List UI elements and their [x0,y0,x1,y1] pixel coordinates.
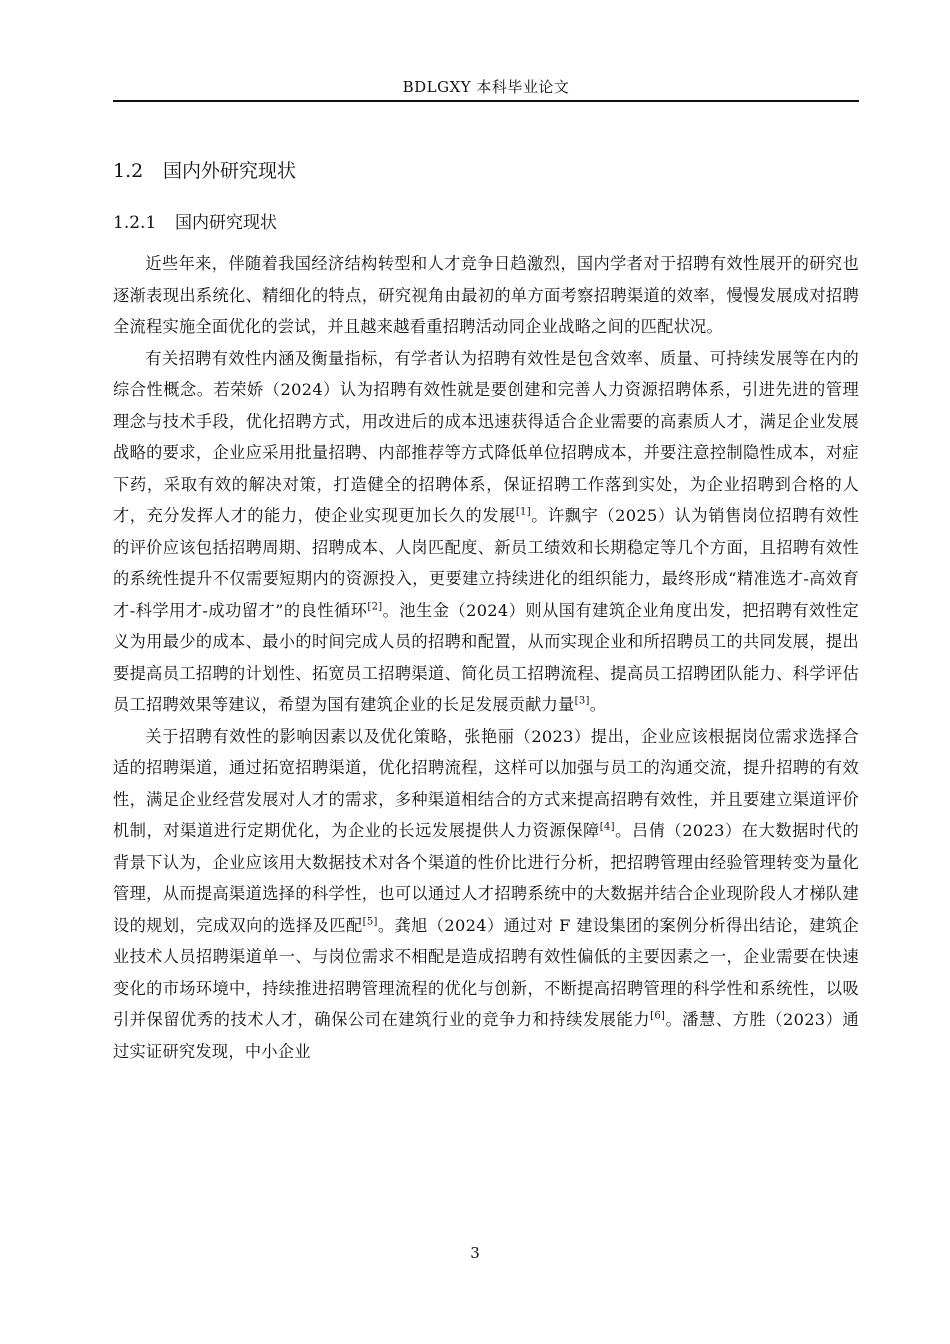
citation-marker: [6] [650,1010,666,1022]
paragraph-text: 近些年来，伴随着我国经济结构转型和人才竞争日趋激烈，国内学者对于招聘有效性展开的研究也逐渐表现出系统化、精细化的特点，研究视角由最初的单方面考察招聘渠道的效率，慢慢发展成对招聘全流程实施全面优化的尝试，并且越来越看重招聘活动同企业战略之间的匹配状况。 [113,254,859,336]
body-paragraph [113,248,859,343]
paragraph-text: 有关招聘有效性内涵及衡量指标，有学者认为招聘有效性是包含效率、质量、可持续发展等在内的综合性概念。若荣娇（2024）认为招聘有效性就是要创建和完善人力资源招聘体系，引进先进的管理理念与技术手段，优化招聘方式，用改进后的成本迅速获得适合企业需要的高素质人才，满足企业发展战略的要求，企业应采用批量招聘、内部推荐等方式降低单位招聘成本，并要注意控制隐性成本，对症下药，采取有效的解决对策，打造健全的招聘体系，保证招聘工作落到实处，为企业招聘到合格的人才，充分发挥人才的能力，使企业实现更加长久的发展 [113,348,859,525]
citation-marker: [5] [362,916,378,928]
section-title: 国内外研究现状 [163,160,297,182]
body-text [113,248,859,1067]
citation-marker: [4] [599,821,615,833]
paragraph-text: 。池生金（2024）则从国有建筑企业角度出发，把招聘有效性定义为用最少的成本、最小的时间完成人员的招聘和配置，从而实现企业和所招聘员工的共同发展，提出要提高员工招聘的计划性、拓宽员工招聘渠道、简化员工招聘流程、提高员工招聘团队能力、科学评估员工招聘效果等建议，希望为国有建筑企业的长足发展贡献力量 [113,600,859,714]
paragraph-text: 关于招聘有效性的影响因素以及优化策略，张艳丽（2023）提出，企业应该根据岗位需求选择合适的招聘渠道，通过拓宽招聘渠道，优化招聘流程，这样可以加强与员工的沟通交流，提升招聘的有效性，满足企业经营发展对人才的需求，多种渠道相结合的方式来提高招聘有效性，并且要建立渠道评价机制，对渠道进行定期优化，为企业的长远发展提供人力资源保障 [113,726,859,840]
header-rule [113,100,859,102]
page-number: 3 [470,1244,480,1262]
paragraph-text: 。吕倩（2023）在大数据时代的背景下认为，企业应该用大数据技术对各个渠道的性价比进行分析，把招聘管理由经验管理转变为量化管理，从而提高渠道选择的科学性，也可以通过人才招聘系统中的大数据并结合企业现阶段人才梯队建设的规划，完成双向的选择及匹配 [113,821,859,935]
subsection-heading [113,208,277,233]
citation-marker: [1] [515,506,531,518]
subsection-title: 国内研究现状 [175,213,277,233]
section-heading [113,156,296,183]
body-paragraph [113,343,859,721]
paragraph-text: 。龚旭（2024）通过对 F 建设集团的案例分析得出结论，建筑企业技术人员招聘渠道单一、与岗位需求不相配是造成招聘有效性偏低的主要因素之一，企业需要在快速变化的市场环境中，持续推进招聘管理流程的优化与创新，不断提高招聘管理的科学性和系统性，以吸引并保留优秀的技术人才，确保公司在建筑行业的竞争力和持续发展能力 [113,915,860,1029]
paragraph-text: 。潘慧、方胜（2023）通过实证研究发现，中小企业 [113,1010,859,1061]
running-header: BDLGXY 本科毕业论文 [402,78,570,96]
citation-marker: [2] [367,601,383,613]
body-paragraph [113,721,859,1068]
paragraph-text: 。 [589,695,607,714]
citation-marker: [3] [574,695,590,707]
paragraph-text: 。许飘宇（2025）认为销售岗位招聘有效性的评价应该包括招聘周期、招聘成本、人岗匹配度、新员工绩效和长期稳定等几个方面，且招聘有效性的系统性提升不仅需要短期内的资源投入，更要建立持续进化的组织能力，最终形成“精准选才-高效育才-科学用才-成功留才”的良性循环 [113,506,859,620]
subsection-number: 1.2.1 [113,213,157,233]
section-number: 1.2 [113,160,144,182]
